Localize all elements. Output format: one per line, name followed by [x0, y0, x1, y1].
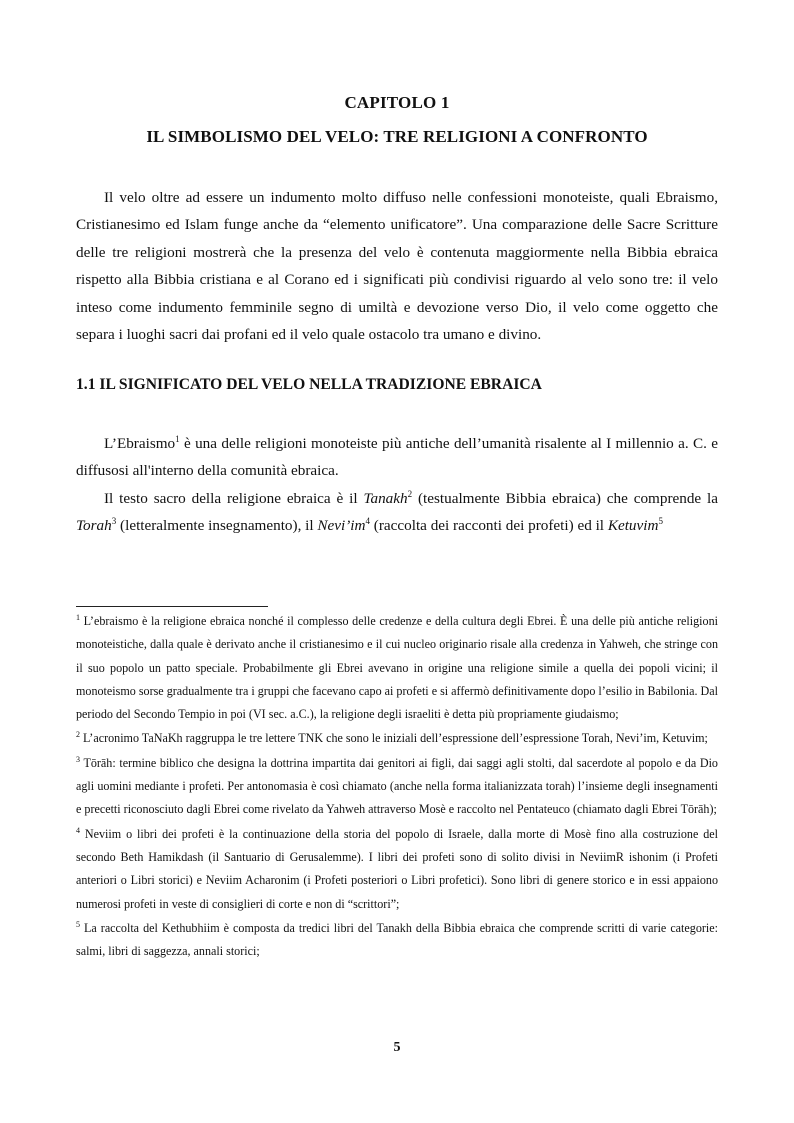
term-neviim: Nevi’im	[317, 517, 366, 535]
footnote-number: 4	[76, 825, 80, 835]
chapter-number: CAPITOLO 1	[344, 93, 450, 112]
text-span: (letteralmente insegnamento), il	[116, 517, 318, 535]
footnotes	[76, 610, 718, 964]
footnote-text: Neviim o libri dei profeti è la continuazione della storia del popolo di Israele, dalla morte di Mosè fino alla costruzione del secondo Beth Hamikdash (il Santuario di Gerusalemme). I libri dei profeti sono di solito divisi in NeviimR ishonim (i Profeti anteriori o Libri storici) e Neviim Acharonim (i Profeti posteriori o Libri profetici). Sono libri di genere storico e in essi appaiono numerosi profeti in veste di consiglieri di corte e non di “scrittori”;	[76, 826, 718, 911]
footnote-ref-3[interactable]: 3	[111, 516, 117, 527]
footnote-1	[76, 610, 718, 726]
text-span: è una delle religioni monoteiste più antiche dell’umanità risalente al I millennio a. C. e diffusosi all'interno della comunità ebraica.	[76, 435, 718, 480]
term-tanakh: Tanakh	[363, 489, 408, 507]
footnote-4	[76, 823, 718, 916]
footnote-2	[76, 727, 718, 750]
section-heading: 1.1 IL SIGNIFICATO DEL VELO NELLA TRADIZIONE EBRAICA	[76, 376, 542, 393]
chapter-title: IL SIMBOLISMO DEL VELO: TRE RELIGIONI A CONFRONTO	[146, 127, 648, 146]
footnote-ref-5[interactable]: 5	[658, 516, 663, 527]
footnote-ref-4[interactable]: 4	[365, 516, 370, 527]
footnote-number: 5	[76, 919, 80, 929]
section-paragraph-2	[76, 485, 718, 540]
footnote-5	[76, 917, 718, 964]
text-span: Il testo sacro della religione ebraica è il	[104, 489, 364, 507]
text-span: (testualmente Bibbia ebraica) che comprende la	[412, 489, 718, 507]
footnote-ref-1[interactable]: 1	[175, 433, 180, 444]
section-body	[76, 430, 718, 540]
footnote-text: L’ebraismo è la religione ebraica nonché il complesso delle credenze e della cultura degli Ebrei. È una delle più antiche religioni monoteistiche, dalla quale è derivato anche il cristianesimo e il cui nucleo originario risale alla credenza in Yahweh, che stringe con il suo popolo un patto speciale. Probabilmente gli Ebrei avevano in origine una religione simile a quella dei popoli vicini; il monoteismo sorse gradualmente tra i gruppi che facevano capo ai profeti e si affermò definitivamente dopo l’esilio in Babilonia. Dal periodo del Secondo Tempio in poi (VI sec. a.C.), la religione degli israeliti è detta più propriamente giudaismo;	[76, 614, 718, 722]
footnote-ref-2[interactable]: 2	[407, 488, 413, 499]
footnote-text: Tōrāh: termine biblico che designa la dottrina impartita dai genitori ai figli, dai saggi agli stolti, dal sacerdote al popolo e da Dio agli uomini mediante i profeti. Per antonomasia è così chiamato (anche nella forma italianizzata torah) l’insieme degli insegnamenti e precetti riconosciuto dagli Ebrei come rivelato da Yahweh attraverso Mosè e raccolto nel Pentateuco (chiamato dagli Ebrei Tōrāh);	[76, 755, 718, 817]
text-span: (raccolta dei racconti dei profeti) ed il	[370, 517, 608, 535]
footnote-separator	[76, 606, 268, 607]
footnote-number: 1	[76, 612, 80, 622]
footnote-number: 2	[76, 730, 80, 740]
text-span: L’Ebraismo	[104, 435, 176, 452]
intro-paragraph: Il velo oltre ad essere un indumento molto diffuso nelle confessioni monoteiste, quali Ebraismo, Cristianesimo ed Islam funge anche da “elemento unificatore”. Una comparazione delle Sacre Scritture delle tre religioni mostrerà che la presenza del velo è contenuta maggiormente nella Bibbia ebraica rispetto alla Bibbia cristiana e al Corano ed i significati più condivisi riguardo al velo sono tre: il velo inteso come indumento femminile segno di umiltà e devozione verso Dio, il velo come oggetto che separa i luoghi sacri dai profani ed il velo quale ostacolo tra umano e divino.	[76, 189, 718, 344]
footnote-text: La raccolta del Kethubhiim è composta da tredici libri del Tanakh della Bibbia ebraica che comprende scritti di varie categorie: salmi, libri di saggezza, annali storici;	[76, 920, 718, 959]
term-torah: Torah	[76, 517, 112, 535]
section-paragraph-1	[76, 430, 718, 485]
page-number: 5	[393, 1040, 401, 1055]
footnote-3	[76, 752, 718, 822]
intro-paragraph-block	[76, 184, 718, 348]
footnote-number: 3	[76, 754, 80, 764]
term-ketuvim: Ketuvim	[607, 517, 659, 535]
footnote-text: L’acronimo TaNaKh raggruppa le tre lettere TNK che sono le iniziali dell’espressione dell’espressione Torah, Nevi’im, Ketuvim;	[83, 731, 708, 746]
